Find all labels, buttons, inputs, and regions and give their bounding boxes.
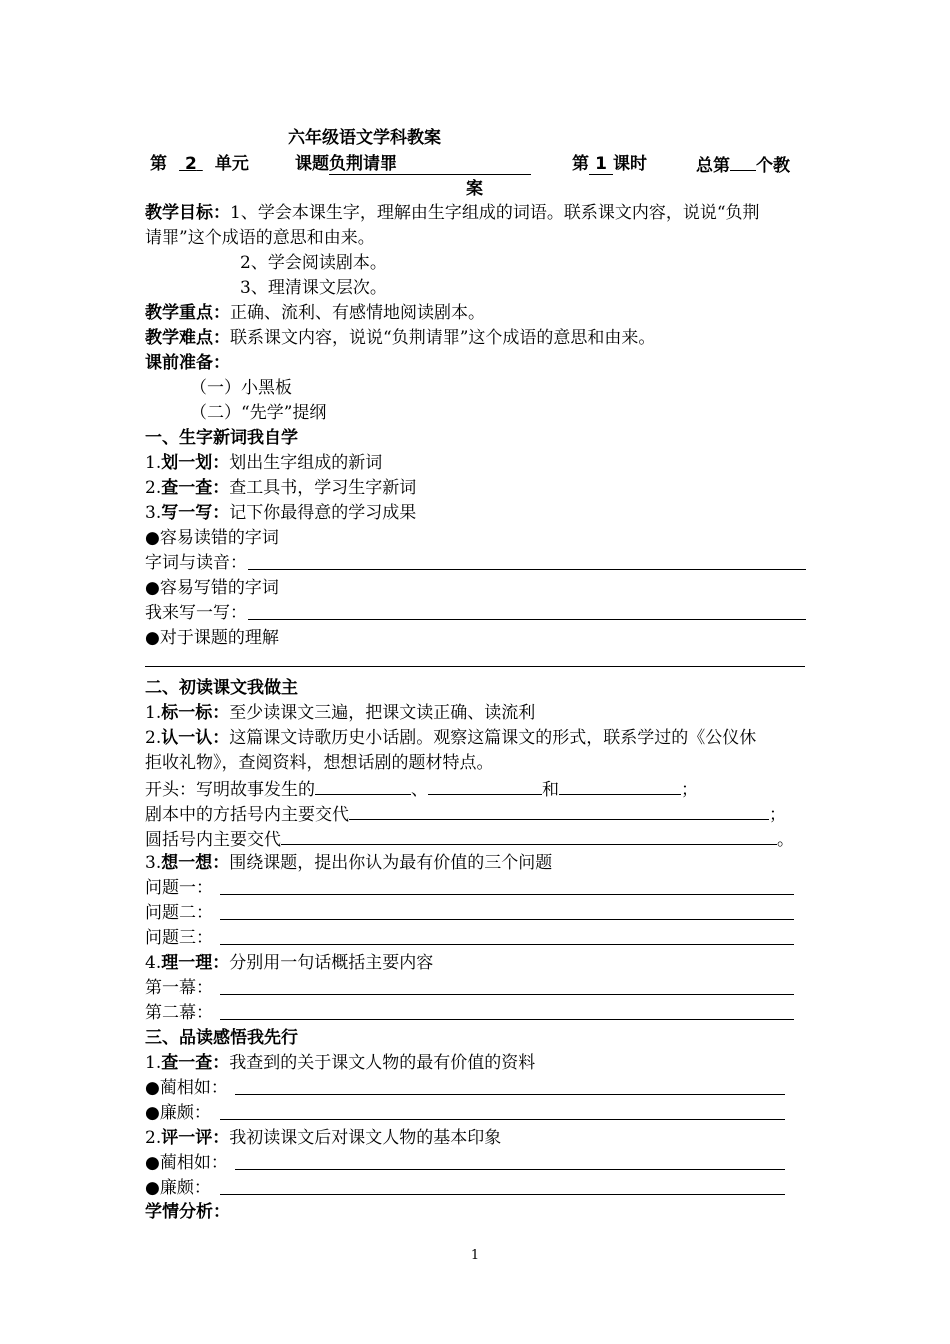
s1-bullet-1: ●容易读错的字词 — [145, 528, 279, 548]
goals-line-1: 教学目标：1、学会本课生字，理解由生字组成的词语。联系课文内容，说说“负荆 — [145, 203, 760, 223]
question-3-line[interactable] — [220, 944, 794, 945]
goal-2: 2、学会阅读剧本。 — [240, 253, 387, 273]
prep-item-2: （二）“先学”提纲 — [190, 403, 327, 423]
total-header: 总第 个教 — [696, 152, 790, 178]
section-1-title: 一、生字新词我自学 — [145, 428, 298, 448]
s1-field-2-line[interactable] — [248, 619, 806, 620]
prep-label: 课前准备： — [145, 353, 230, 373]
s1-bullet-3: ●对于课题的理解 — [145, 628, 279, 648]
s2-square-bracket: 剧本中的方括号内主要交代 ； — [145, 801, 786, 827]
s2-item-3: 3.想一想：围绕课题，提出你认为最有价值的三个问题 — [145, 853, 553, 873]
act-1-line[interactable] — [220, 994, 794, 995]
s1-item-3: 3.写一写：记下你最得意的学习成果 — [145, 503, 417, 523]
s2-item-2: 2.认一认：这篇课文诗歌历史小话剧。观察这篇课文的形式，联系学过的《公仪休 — [145, 728, 757, 748]
unit-number: 2 — [185, 154, 197, 174]
total-header-wrap: 案 — [466, 179, 483, 199]
unit-label: 单元 — [214, 154, 249, 174]
opening-blank-3[interactable] — [559, 776, 681, 795]
analysis-label: 学情分析： — [145, 1202, 230, 1222]
prep-item-1: （一）小黑板 — [190, 378, 292, 398]
act-2-label: 第二幕： — [145, 1003, 213, 1023]
s1-field-1-label: 字词与读音： — [145, 553, 247, 573]
person-3-line[interactable] — [235, 1169, 785, 1170]
s3-item-2: 2.评一评：我初读课文后对课文人物的基本印象 — [145, 1128, 502, 1148]
person-4-label: ●廉颇： — [145, 1178, 211, 1198]
section-2-title: 二、初读课文我做主 — [145, 678, 298, 698]
act-1-label: 第一幕： — [145, 978, 213, 998]
act-2-line[interactable] — [220, 1019, 794, 1020]
s2-round-bracket: 圆括号内主要交代 。 — [145, 826, 794, 852]
round-bracket-blank[interactable] — [281, 826, 777, 845]
key-point: 教学重点：正确、流利、有感情地阅读剧本。 — [145, 303, 485, 323]
difficulty-point: 教学难点：联系课文内容，说说“负荆请罪”这个成语的意思和由来。 — [145, 328, 656, 348]
unit-prefix: 第 — [150, 154, 167, 174]
square-bracket-blank[interactable] — [349, 801, 769, 820]
s2-item-1: 1.标一标：至少读课文三遍，把课文读正确、读流利 — [145, 703, 536, 723]
s3-item-1: 1.查一查：我查到的关于课文人物的最有价值的资料 — [145, 1053, 536, 1073]
lesson-number-header: 第 1 课时 — [572, 154, 647, 174]
question-1-label: 问题一： — [145, 878, 213, 898]
question-2-label: 问题二： — [145, 903, 213, 923]
question-3-label: 问题三： — [145, 928, 213, 948]
person-1-line[interactable] — [235, 1094, 785, 1095]
question-2-line[interactable] — [220, 919, 794, 920]
topic-header — [295, 152, 531, 176]
lesson-number: 1 — [589, 154, 613, 175]
s1-item-2: 2.查一查：查工具书，学习生字新词 — [145, 478, 417, 498]
lesson-header — [150, 152, 249, 176]
s1-field-1-line[interactable] — [248, 569, 806, 570]
goal-3: 3、理清课文层次。 — [240, 278, 387, 298]
person-1-label: ●蔺相如： — [145, 1078, 228, 1098]
person-3-label: ●蔺相如： — [145, 1153, 228, 1173]
goals-line-2: 请罪”这个成语的意思和由来。 — [145, 228, 375, 248]
s1-field-2-label: 我来写一写： — [145, 603, 247, 623]
person-2-line[interactable] — [220, 1119, 785, 1120]
topic-value: 负荆请罪 — [329, 154, 531, 175]
section-3-title: 三、品读感悟我先行 — [145, 1028, 298, 1048]
topic-label: 课题 — [295, 154, 329, 174]
question-1-line[interactable] — [220, 894, 794, 895]
document-title: 六年级语文学科教案 — [288, 128, 441, 148]
s1-bullet-2: ●容易写错的字词 — [145, 578, 279, 598]
page-number: 1 — [470, 1248, 480, 1263]
opening-blank-1[interactable] — [315, 776, 411, 795]
total-blank — [730, 152, 756, 171]
s2-opening: 开头：写明故事发生的 、 和 ； — [145, 776, 698, 802]
person-4-line[interactable] — [220, 1194, 785, 1195]
opening-blank-2[interactable] — [428, 776, 542, 795]
person-2-label: ●廉颇： — [145, 1103, 211, 1123]
s2-item-4: 4.理一理：分别用一句话概括主要内容 — [145, 953, 434, 973]
s1-item-1: 1.划一划：划出生字组成的新词 — [145, 453, 383, 473]
s1-field-3-line[interactable] — [145, 666, 805, 667]
s2-item-2-cont: 拒收礼物》，查阅资料，想想话剧的题材特点。 — [145, 753, 494, 773]
